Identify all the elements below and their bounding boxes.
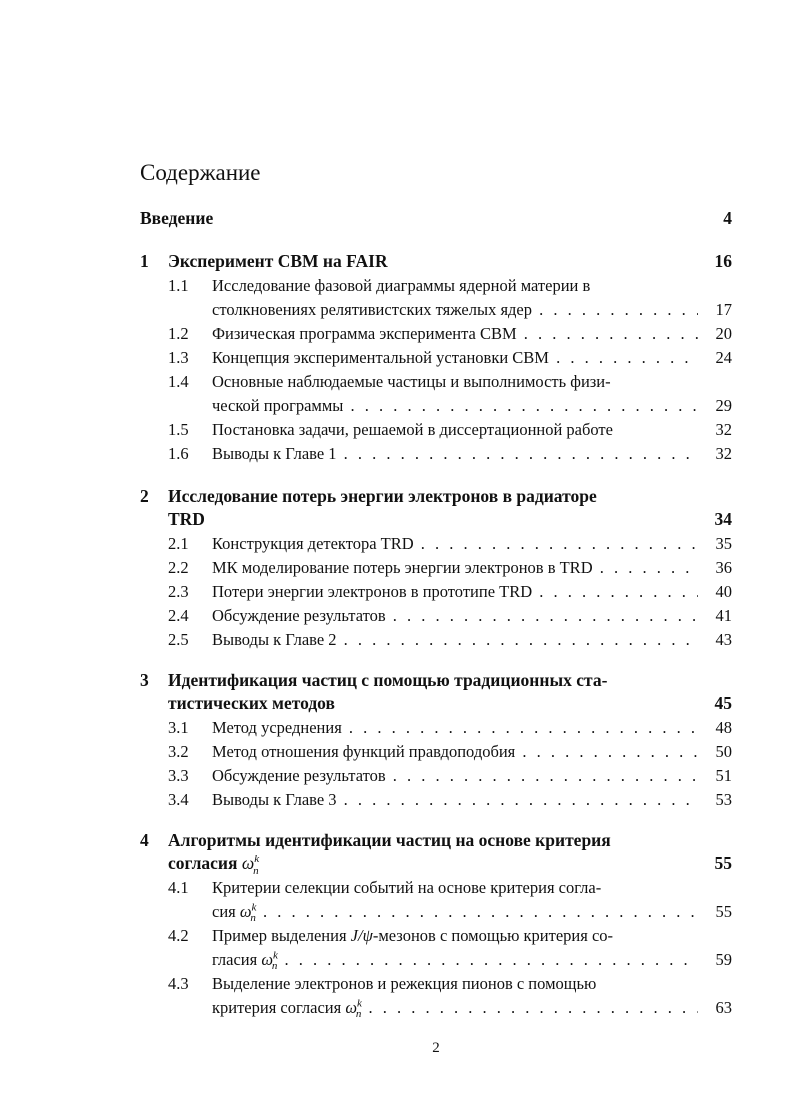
chapter-page: 16 [714,251,732,271]
section-number: 2.3 [168,582,189,601]
section-number: 1.5 [168,420,189,439]
chapter-number: 2 [140,486,149,506]
section-title-cont: гласия [212,950,258,969]
section-title: Выделение электронов и режекция пионов с помощью [212,974,597,993]
section-title: Выводы к Главе 3 [212,790,337,809]
chapter-page: 45 [714,693,732,713]
section-title-cont: критерия согласия [212,998,342,1017]
section-title: Пример выделения [212,926,347,945]
chapter-number: 4 [140,830,149,850]
section-title: Метод отношения функций правдоподобия [212,742,516,761]
section-title: Критерии селекции событий на основе критерия согла- [212,878,602,897]
chapter-number: 1 [140,251,149,271]
chapter-title: Эксперимент CBM на FAIR [168,251,388,271]
chapter-title-cont: тистических методов [168,693,335,713]
chapter-title: Алгоритмы идентификации частиц на основе критерия [168,830,611,850]
chapter-number: 3 [140,670,149,690]
section-title: Обсуждение результатов [212,766,386,785]
chapter-title-cont: согласия [168,853,238,873]
section-title-cont: сия [212,902,236,921]
section-title: Основные наблюдаемые частицы и выполнимость физи- [212,372,611,391]
omega-symbol: $\omega^k_n$ [345,998,362,1018]
section-title: Конструкция детектора TRD [212,534,414,553]
section-page: 29 [715,396,732,415]
section-number: 1.6 [168,444,189,463]
section-title: Выводы к Главе 1 [212,444,337,463]
section-number: 2.4 [168,606,189,625]
section-page: 17 [715,300,732,319]
section-number: 1.2 [168,324,189,343]
chapter-page: 55 [714,853,732,873]
chapter-title: Исследование потерь энергии электронов в радиаторе [168,486,597,506]
section-page: 63 [715,998,732,1017]
section-page: 40 [715,582,732,601]
section-number: 4.2 [168,926,189,945]
jpsi-symbol: J/ψ [350,926,373,945]
section-title: Потери энергии электронов в прототипе TRD [212,582,533,601]
section-title: Выводы к Главе 2 [212,630,337,649]
section-number: 3.1 [168,718,189,737]
section-page: 20 [715,324,732,343]
section-number: 4.1 [168,878,189,897]
section-page: 24 [715,348,732,367]
section-number: 3.3 [168,766,189,785]
section-title-cont: столкновениях релятивистских тяжелых ядер [212,300,533,319]
section-page: 36 [715,558,732,577]
section-number: 2.5 [168,630,189,649]
omega-symbol: $\omega^k_n$ [241,853,260,877]
section-page: 35 [715,534,732,553]
intro-page: 4 [723,208,732,228]
section-number: 4.3 [168,974,189,993]
section-title: Метод усреднения [212,718,342,737]
omega-symbol: $\omega^k_n$ [239,902,257,922]
omega-symbol: $\omega^k_n$ [261,950,278,970]
section-page: 51 [715,766,732,785]
section-title: Обсуждение результатов [212,606,386,625]
chapter-page: 34 [714,509,732,529]
section-title-rest: -мезонов с помощью критерия со- [372,926,614,945]
section-page: 43 [715,630,732,649]
chapter-title: Идентификация частиц с помощью традиционных ста- [168,670,608,690]
toc-title: Содержание [140,160,261,185]
section-title: Физическая программа эксперимента CBM [212,324,517,343]
section-number: 1.4 [168,372,189,391]
chapter-title-cont: TRD [168,509,205,529]
intro-title: Введение [140,208,214,228]
section-page: 50 [715,742,732,761]
section-page: 48 [715,718,732,737]
section-page: 32 [715,420,732,439]
section-page: 53 [715,790,732,809]
section-page: 32 [715,444,732,463]
page-number: 2 [432,1040,440,1056]
section-page: 41 [715,606,732,625]
section-title: МК моделирование потерь энергии электронов в TRD [212,558,593,577]
section-number: 3.4 [168,790,189,809]
section-number: 1.3 [168,348,189,367]
section-page: 59 [715,950,732,969]
section-title: Концепция экспериментальной установки CBM [212,348,549,367]
section-page: 55 [715,902,732,921]
section-title-cont: ческой программы [212,396,344,415]
section-number: 1.1 [168,276,189,295]
section-number: 3.2 [168,742,189,761]
section-title: Постановка задачи, решаемой в диссертационной работе [212,420,613,439]
section-title: Исследование фазовой диаграммы ядерной материи в [212,276,591,295]
section-number: 2.2 [168,558,189,577]
section-number: 2.1 [168,534,189,553]
